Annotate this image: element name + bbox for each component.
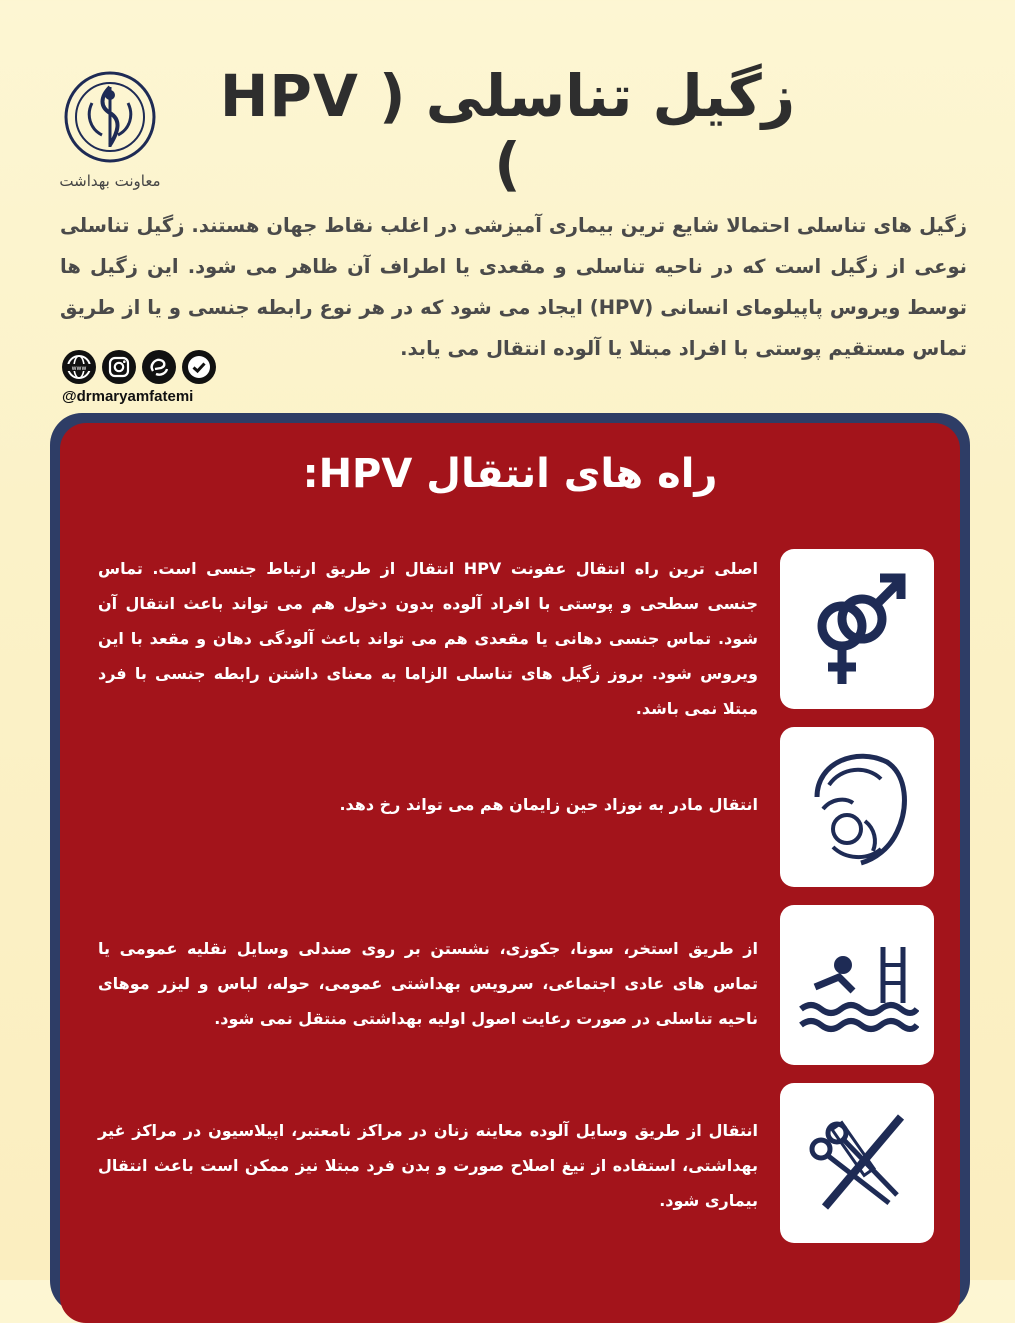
eitaa-icon[interactable] (142, 350, 176, 384)
svg-text:www: www (71, 365, 87, 372)
transmission-panel (60, 423, 960, 1323)
panel-title: راه های انتقال HPV: (302, 451, 718, 497)
logo-subtitle: معاونت بهداشت (59, 172, 161, 190)
transmission-item-tools: انتقال از طریق وسایل آلوده معاینه زنان در مراکز نامعتبر، اپیلاسیون در مراکز غیر بهداشتی، استفاده از تیغ اصلاح صورت و بدن فرد مبتلا نیز ممکن است باعث انتقال بیماری شود. (98, 1121, 758, 1210)
scissors-razor-icon (780, 1083, 934, 1243)
transmission-item-birth: انتقال مادر به نوزاد حین زایمان هم می تواند رخ دهد. (339, 795, 758, 814)
social-icons (62, 350, 216, 384)
web-icon[interactable] (62, 350, 96, 384)
social-handle[interactable]: @drmaryamfatemi (62, 388, 194, 405)
gender-symbols-icon (780, 549, 934, 709)
instagram-icon[interactable] (102, 350, 136, 384)
page-title: زگیل تناسلی ( HPV ) (219, 62, 796, 198)
intro-paragraph: زگیل های تناسلی احتمالا شایع ترین بیماری آمیزشی در اغلب نقاط جهان هستند. زگیل تناسلی نوعی از زگیل است که در ناحیه تناسلی و مقعدی یا اطراف آن ظاهر می شود. این زگیل ها توسط ویروس پاپیلومای انسانی (HPV) ایجاد می شود که در هر نوع رابطه جنسی و یا از طریق تماس مستقیم پوستی با افراد مبتلا یا آلوده انتقال می یابد. (60, 214, 967, 360)
transmission-item-public: از طریق استخر، سونا، جکوزی، نشستن بر روی صندلی وسایل نقلیه عمومی یا تماس های عادی اجتماعی، سرویس بهداشتی عمومی، حوله، لباس و لیزر موهای ناحیه تناسلی در صورت رعایت اصول اولیه بهداشتی منتقل نمی شود. (98, 939, 758, 1028)
check-badge-icon[interactable] (182, 350, 216, 384)
mother-baby-icon (780, 727, 934, 887)
swimming-pool-icon (780, 905, 934, 1065)
transmission-item-sexual: اصلی ترین راه انتقال عفونت HPV انتقال از طریق ارتباط جنسی است. تماس جنسی سطحی و پوستی با افراد آلوده بدون دخول هم می تواند باعث انتقال آن شود. تماس جنسی دهانی یا مقعدی هم می تواند باعث آلودگی دهان و مقعد با این ویروس شود. بروز زگیل های تناسلی الزاما به معنای داشتن رابطه جنسی با فرد مبتلا نمی باشد. (98, 559, 759, 718)
university-seal-icon (40, 55, 180, 185)
